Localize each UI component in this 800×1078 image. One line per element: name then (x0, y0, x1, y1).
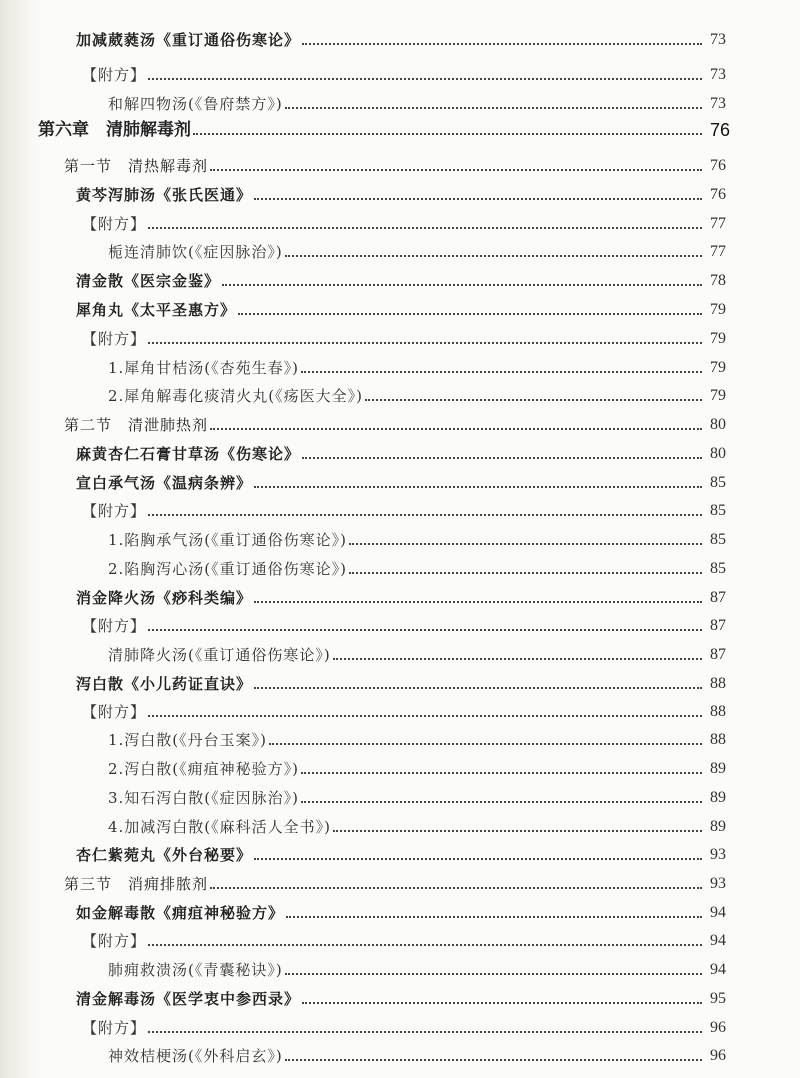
toc-entry-sub (0, 1038, 800, 1066)
toc-entry-page-number: 94 (710, 932, 726, 949)
toc-entry-title: 1.陷胸承气汤(《重订通俗伤寒论》) (108, 531, 348, 549)
toc-entry-page-number: 87 (710, 617, 726, 634)
toc-entry-page-number: 94 (710, 904, 726, 921)
dot-leader (333, 657, 702, 660)
toc-entry-page-number: 95 (710, 990, 726, 1007)
toc-entry-page-number: 89 (710, 818, 726, 835)
toc-entry-page-number: 73 (710, 66, 726, 83)
toc-entry-page-number: 79 (710, 301, 726, 318)
dot-leader (210, 168, 702, 171)
toc-entry-formula (0, 22, 800, 50)
toc-entry-page-number: 88 (710, 731, 726, 748)
toc-entry-title: 宣白承气汤《温病条辨》 (76, 474, 253, 492)
dot-leader (301, 800, 702, 803)
toc-entry-page-number: 76 (710, 186, 726, 203)
dot-leader (254, 197, 702, 200)
toc-entry-title: 神效桔梗汤(《外科启玄》) (108, 1047, 283, 1065)
toc-entry-title: 2.犀角解毒化痰清火丸(《疡医大全》) (108, 387, 364, 405)
dot-leader (193, 132, 702, 135)
toc-entry-title: 1.犀角甘桔汤(《杏苑生春》) (108, 359, 300, 377)
toc-entry-title: 1.泻白散(《丹台玉案》) (108, 731, 268, 749)
dot-leader (286, 915, 702, 918)
toc-entry-page-number: 85 (710, 502, 726, 519)
toc-entry-page-number: 85 (710, 474, 726, 491)
toc-entry-page-number: 93 (710, 875, 726, 892)
dot-leader (301, 370, 702, 373)
toc-entry-sub (0, 378, 800, 406)
toc-entry-fufang (0, 321, 800, 349)
toc-entry-title: 杏仁紫菀丸《外台秘要》 (76, 846, 253, 864)
dot-leader (148, 77, 702, 80)
toc-entry-page-number: 77 (710, 243, 726, 260)
dot-leader (238, 312, 702, 315)
toc-entry-title: 3.知石泻白散(《症因脉治》) (108, 789, 300, 807)
toc-entry-title: 第一节 清热解毒剂 (64, 157, 209, 175)
toc-entry-page-number: 80 (710, 416, 726, 433)
dot-leader (285, 106, 702, 109)
toc-entry-title: 【附方】 (82, 617, 147, 635)
toc-entry-formula (0, 292, 800, 320)
dot-leader (210, 427, 702, 430)
toc-entry-page-number: 96 (710, 1019, 726, 1036)
toc-entry-title: 清金散《医宗金鉴》 (76, 272, 221, 290)
dot-leader (210, 886, 702, 889)
toc-entry-page-number: 79 (710, 359, 726, 376)
toc-entry-title: 肺痈救溃汤(《青囊秘诀》) (108, 961, 283, 979)
toc-entry-sub (0, 551, 800, 579)
toc-entry-sub (0, 751, 800, 779)
dot-leader (349, 542, 702, 545)
dot-leader (302, 456, 702, 459)
toc-entry-title: 栀连清肺饮(《症因脉治》) (108, 243, 283, 261)
toc-entry-formula (0, 465, 800, 493)
toc-entry-fufang (0, 608, 800, 636)
toc-entry-sub (0, 522, 800, 550)
toc-entry-page-number: 87 (710, 646, 726, 663)
toc-entry-sub (0, 780, 800, 808)
dot-leader (269, 742, 702, 745)
toc-entry-sub (0, 722, 800, 750)
toc-entry-page-number: 76 (710, 157, 726, 174)
toc-entry-title: 第二节 清泄肺热剂 (64, 416, 209, 434)
toc-entry-sub (0, 350, 800, 378)
toc-entry-title: 【附方】 (82, 703, 147, 721)
dot-leader (148, 714, 702, 717)
dot-leader (254, 485, 702, 488)
toc-entry-sub (0, 234, 800, 262)
dot-leader (148, 943, 702, 946)
toc-entry-title: 清肺降火汤(《重订通俗伤寒论》) (108, 646, 331, 664)
toc-entry-fufang (0, 493, 800, 521)
toc-entry-section (0, 407, 800, 435)
toc-entry-page-number: 85 (710, 560, 726, 577)
toc-entry-formula (0, 981, 800, 1009)
toc-entry-sub (0, 637, 800, 665)
toc-entry-title: 犀角丸《太平圣惠方》 (76, 301, 237, 319)
toc-entry-page-number: 87 (710, 589, 726, 606)
toc-entry-title: 清金解毒汤《医学衷中参西录》 (76, 990, 301, 1008)
toc-entry-formula (0, 177, 800, 205)
toc-entry-page-number: 80 (710, 445, 726, 462)
toc-entry-title: 2.泻白散(《痈疽神秘验方》) (108, 760, 300, 778)
dot-leader (302, 1001, 702, 1004)
dot-leader (148, 226, 702, 229)
toc-entry-title: 【附方】 (82, 932, 147, 950)
toc-entry-formula (0, 580, 800, 608)
toc-entry-page-number: 76 (710, 120, 731, 140)
toc-entry-fufang (0, 694, 800, 722)
toc-entry-fufang (0, 57, 800, 85)
toc-entry-title: 泻白散《小儿药证直诀》 (76, 675, 253, 693)
toc-entry-title: 第六章 清肺解毒剂 (38, 120, 191, 139)
toc-entry-page-number: 88 (710, 675, 726, 692)
toc-entry-sub (0, 809, 800, 837)
toc-entry-page-number: 77 (710, 215, 726, 232)
toc-entry-page-number: 88 (710, 703, 726, 720)
toc-entry-formula (0, 666, 800, 694)
toc-entry-chapter (0, 112, 800, 140)
dot-leader (365, 398, 702, 401)
toc-entry-fufang (0, 923, 800, 951)
dot-leader (148, 513, 702, 516)
toc-entry-title: 黄芩泻肺汤《张氏医通》 (76, 186, 253, 204)
toc-entry-section (0, 148, 800, 176)
toc-entry-title: 消金降火汤《痧科类编》 (76, 589, 253, 607)
toc-entry-title: 第三节 消痈排脓剂 (64, 875, 209, 893)
toc-entry-formula (0, 837, 800, 865)
toc-entry-page-number: 85 (710, 531, 726, 548)
toc-entry-fufang (0, 1010, 800, 1038)
toc-entry-title: 麻黄杏仁石膏甘草汤《伤寒论》 (76, 445, 301, 463)
toc-entry-formula (0, 263, 800, 291)
dot-leader (254, 686, 702, 689)
dot-leader (222, 283, 702, 286)
toc-entry-page-number: 94 (710, 961, 726, 978)
dot-leader (301, 771, 702, 774)
toc-entry-title: 【附方】 (82, 66, 147, 84)
toc-entry-fufang (0, 206, 800, 234)
toc-entry-title: 【附方】 (82, 502, 147, 520)
toc-entry-page-number: 89 (710, 789, 726, 806)
dot-leader (285, 1058, 702, 1061)
dot-leader (333, 829, 702, 832)
dot-leader (148, 341, 702, 344)
dot-leader (285, 972, 702, 975)
toc-entry-page-number: 79 (710, 387, 726, 404)
dot-leader (148, 1030, 702, 1033)
toc-entry-title: 【附方】 (82, 1019, 147, 1037)
toc-entry-page-number: 79 (710, 330, 726, 347)
dot-leader (285, 254, 702, 257)
toc-entry-title: 4.加减泻白散(《麻科活人全书》) (108, 818, 332, 836)
toc-entry-title: 2.陷胸泻心汤(《重订通俗伤寒论》) (108, 560, 348, 578)
toc-entry-title: 【附方】 (82, 330, 147, 348)
toc-entry-section (0, 866, 800, 894)
toc-entry-page-number: 73 (710, 95, 726, 112)
toc-entry-page-number: 89 (710, 760, 726, 777)
dot-leader (254, 600, 702, 603)
toc-entry-title: 和解四物汤(《鲁府禁方》) (108, 95, 283, 113)
dot-leader (148, 628, 702, 631)
toc-entry-title: 加减葳蕤汤《重订通俗伤寒论》 (76, 31, 301, 49)
toc-entry-page-number: 78 (710, 272, 726, 289)
toc-entry-formula (0, 895, 800, 923)
toc-entry-page-number: 73 (710, 31, 726, 48)
toc-entry-formula (0, 436, 800, 464)
toc-entry-sub (0, 86, 800, 114)
toc-entry-title: 【附方】 (82, 215, 147, 233)
toc-entry-sub (0, 952, 800, 980)
toc-entry-page-number: 96 (710, 1047, 726, 1064)
dot-leader (302, 42, 702, 45)
toc-entry-title: 如金解毒散《痈疽神秘验方》 (76, 904, 285, 922)
toc-entry-page-number: 93 (710, 846, 726, 863)
dot-leader (349, 571, 702, 574)
dot-leader (254, 857, 702, 860)
